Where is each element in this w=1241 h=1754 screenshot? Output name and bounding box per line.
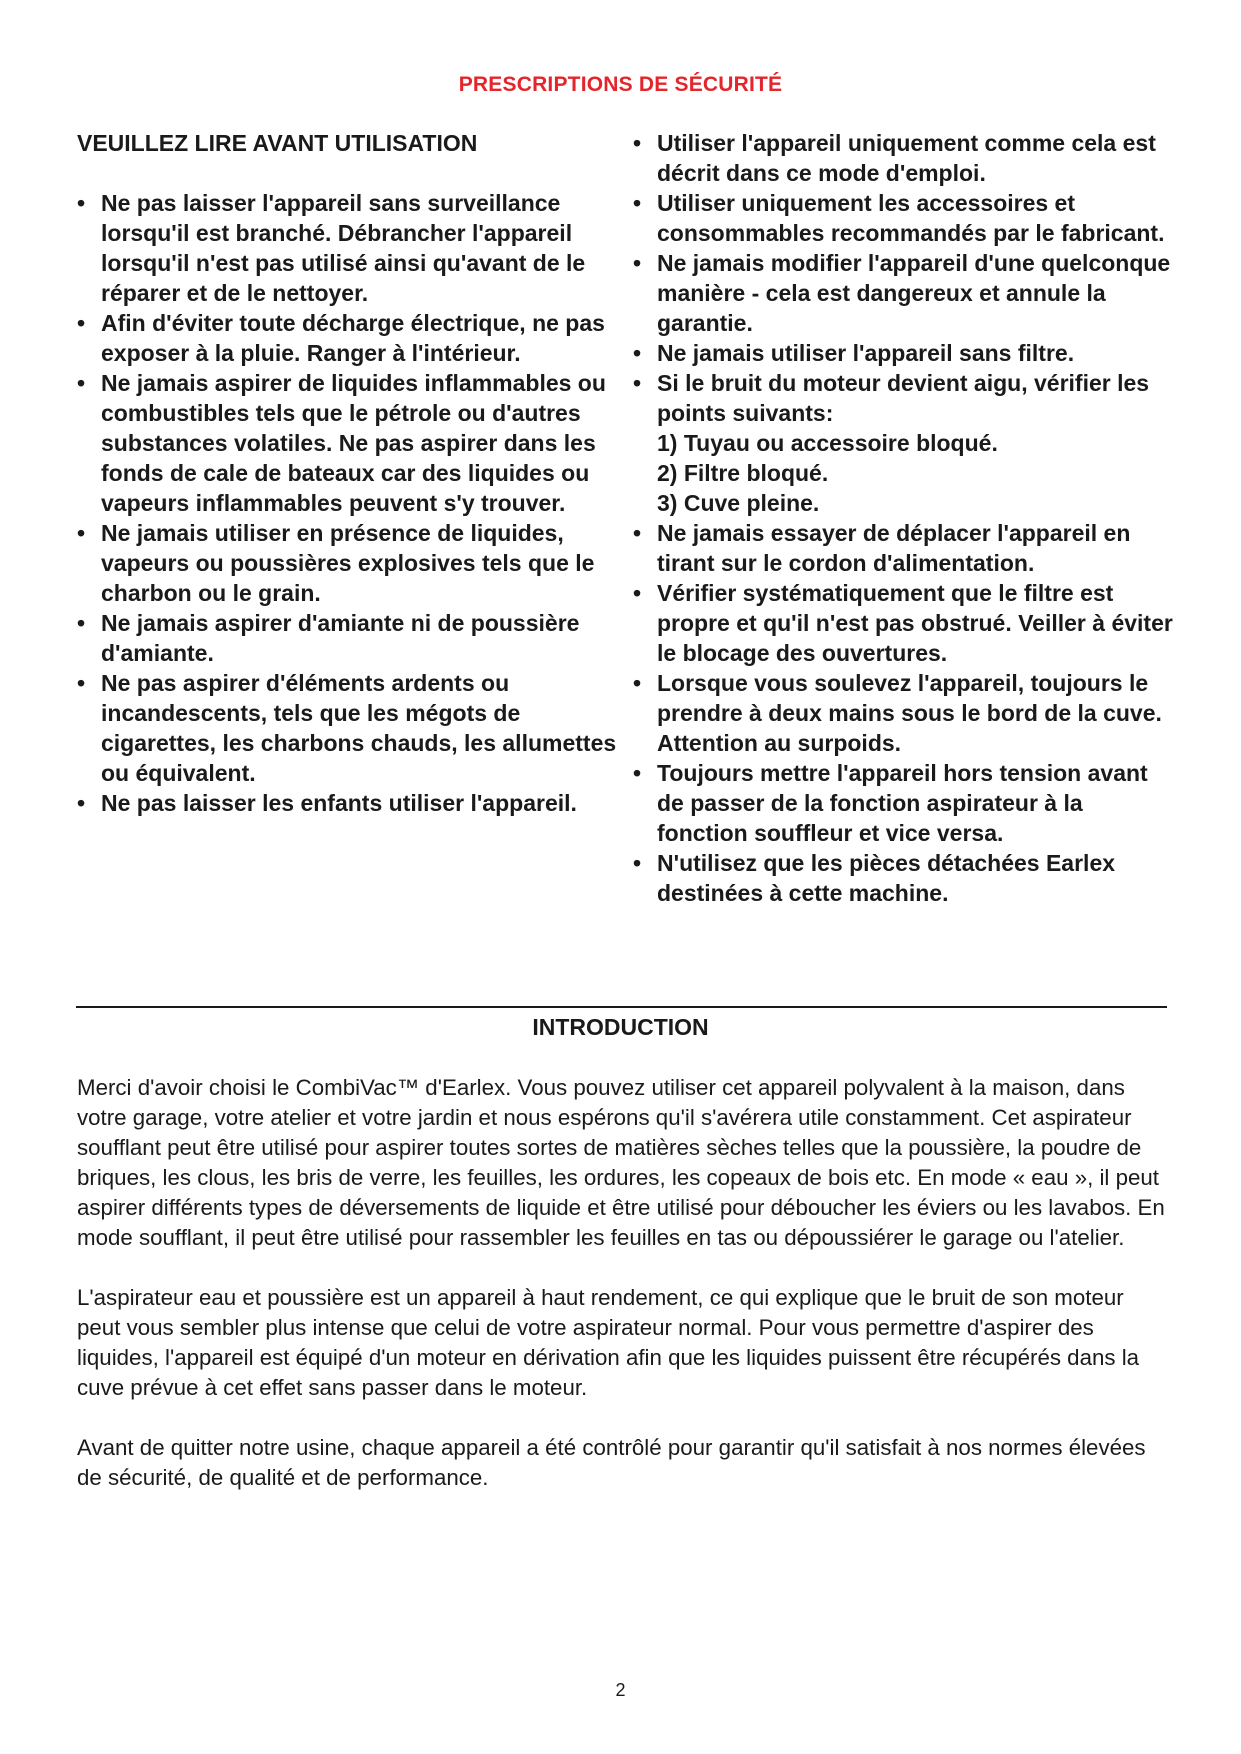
bullet-icon: • <box>633 250 642 276</box>
bullet-icon: • <box>633 190 642 216</box>
bullet-icon: • <box>633 340 642 366</box>
list-item-text: Ne jamais aspirer d'amiante ni de poussière d'amiante. <box>101 610 580 666</box>
safety-column-left <box>77 128 617 818</box>
bullet-icon: • <box>633 760 642 786</box>
page-number: 2 <box>615 1680 626 1700</box>
bullet-icon: • <box>77 190 86 216</box>
list-item-text: Ne pas laisser les enfants utiliser l'appareil. <box>101 790 577 816</box>
list-item-text: Ne jamais utiliser l'appareil sans filtre. <box>657 340 1075 366</box>
safety-subheading: VEUILLEZ LIRE AVANT UTILISATION <box>77 130 478 156</box>
list-item <box>633 848 1178 908</box>
list-item <box>633 668 1178 758</box>
introduction-paragraph: Merci d'avoir choisi le CombiVac™ d'Earlex. Vous pouvez utiliser cet appareil polyvalent à la maison, dans votre garage, votre atelier et votre jardin et nous espérons qu'il s'avérera utile constamment. Cet aspirateur soufflant peut être utilisé pour aspirer toutes sortes de matières sèches telles que la poussière, la poudre de briques, les clous, les bris de verre, les feuilles, les ordures, les copeaux de bois etc. En mode « eau », il peut aspirer différents types de déversements de liquide et être utilisé pour déboucher les éviers ou les lavabos. En mode soufflant, il peut être utilisé pour rassembler les feuilles en tas ou dépoussiérer le garage ou l'atelier. <box>77 1075 1165 1250</box>
list-item <box>77 368 617 518</box>
bullet-icon: • <box>633 370 642 396</box>
list-item <box>633 128 1178 188</box>
introduction-paragraph: L'aspirateur eau et poussière est un appareil à haut rendement, ce qui explique que le bruit de son moteur peut vous sembler plus intense que celui de votre aspirateur normal. Pour vous permettre d'aspirer des liquides, l'appareil est équipé d'un moteur en dérivation afin que les liquides puissent être récupérés dans la cuve prévue à cet effet sans passer dans le moteur. <box>77 1285 1140 1400</box>
list-item-text: N'utilisez que les pièces détachées Earlex destinées à cette machine. <box>657 850 1116 906</box>
list-item-text: Ne pas laisser l'appareil sans surveillance lorsqu'il est branché. Débrancher l'appareil lorsqu'il n'est pas utilisé ainsi qu'avant de le réparer et de le nettoyer. <box>101 190 586 306</box>
bullet-icon: • <box>633 520 642 546</box>
motor-check-line: 1) Tuyau ou accessoire bloqué. <box>657 430 998 456</box>
list-item-text: Afin d'éviter toute décharge électrique, ne pas exposer à la pluie. Ranger à l'intérieur. <box>101 310 605 366</box>
introduction-title: INTRODUCTION <box>532 1014 709 1040</box>
section-divider <box>76 1006 1167 1008</box>
list-item <box>77 668 617 788</box>
list-item-text: Ne jamais modifier l'appareil d'une quelconque manière - cela est dangereux et annule la garantie. <box>657 250 1171 336</box>
motor-check-line: 2) Filtre bloqué. <box>657 460 829 486</box>
bullet-icon: • <box>77 310 86 336</box>
bullet-icon: • <box>633 850 642 876</box>
introduction-body <box>77 1073 1172 1523</box>
list-item-text: Vérifier systématiquement que le filtre est propre et qu'il n'est pas obstrué. Veiller à éviter le blocage des ouvertures. <box>657 580 1173 666</box>
list-item <box>77 188 617 308</box>
bullet-icon: • <box>77 790 86 816</box>
list-item <box>77 308 617 368</box>
bullet-icon: • <box>77 610 86 636</box>
bullet-icon: • <box>633 670 642 696</box>
list-item-text: Ne jamais essayer de déplacer l'appareil en tirant sur le cordon d'alimentation. <box>657 520 1131 576</box>
list-item-text: Ne pas aspirer d'éléments ardents ou incandescents, tels que les mégots de cigarettes, les charbons chauds, les allumettes ou équivalent. <box>101 670 617 786</box>
introduction-paragraph: Avant de quitter notre usine, chaque appareil a été contrôlé pour garantir qu'il satisfait à nos normes élevées de sécurité, de qualité et de performance. <box>77 1435 1146 1490</box>
list-item <box>77 788 617 818</box>
bullet-icon: • <box>633 130 642 156</box>
page-title: PRESCRIPTIONS DE SÉCURITÉ <box>458 73 783 96</box>
motor-check-line: 3) Cuve pleine. <box>657 490 820 516</box>
list-item-text: Toujours mettre l'appareil hors tension avant de passer de la fonction aspirateur à la fonction souffleur et vice versa. <box>657 760 1148 846</box>
list-item-text: Utiliser l'appareil uniquement comme cela est décrit dans ce mode d'emploi. <box>657 130 1156 186</box>
list-item <box>77 518 617 608</box>
list-item-text: Ne jamais utiliser en présence de liquides, vapeurs ou poussières explosives tels que le charbon ou le grain. <box>101 520 595 606</box>
safety-list-left <box>77 188 617 818</box>
bullet-icon: • <box>77 670 86 696</box>
list-item <box>633 758 1178 848</box>
bullet-icon: • <box>77 520 86 546</box>
list-item <box>633 248 1178 338</box>
list-item <box>633 578 1178 668</box>
bullet-icon: • <box>633 580 642 606</box>
list-item <box>633 368 1178 518</box>
safety-list-right <box>633 128 1178 908</box>
safety-column-right <box>633 128 1178 908</box>
list-item-text: Utiliser uniquement les accessoires et consommables recommandés par le fabricant. <box>657 190 1165 246</box>
list-item-text: Si le bruit du moteur devient aigu, vérifier les points suivants: <box>657 370 1150 426</box>
list-item <box>633 188 1178 248</box>
list-item-text: Lorsque vous soulevez l'appareil, toujours le prendre à deux mains sous le bord de la cuve. Attention au surpoids. <box>657 670 1162 756</box>
list-item <box>633 518 1178 578</box>
list-item <box>633 338 1178 368</box>
bullet-icon: • <box>77 370 86 396</box>
list-item <box>77 608 617 668</box>
list-item-text: Ne jamais aspirer de liquides inflammables ou combustibles tels que le pétrole ou d'autres substances volatiles. Ne pas aspirer dans les fonds de cale de bateaux car des liquides ou vapeurs inflammables peuvent s'y trouver. <box>101 370 606 516</box>
